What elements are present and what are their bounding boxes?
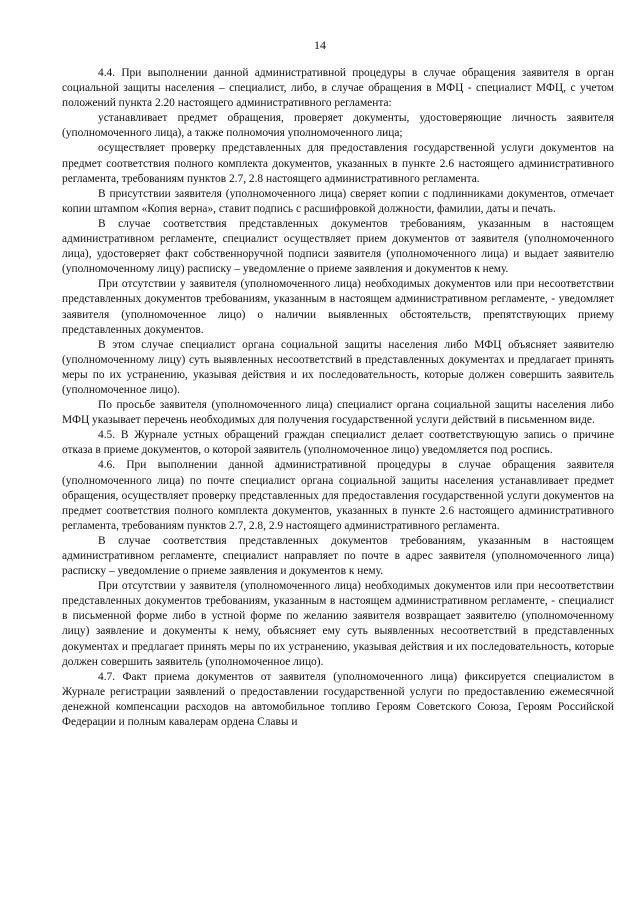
paragraph-copies-verification: В присутствии заявителя (уполномоченного лица) сверяет копии с подлинниками документов, отмечает копии штампом «Копия верна», ставит подпись с расшифровкой должности, фамилии, даты и печать. — [62, 187, 614, 215]
paragraph-4-6: 4.6. При выполнении данной административной процедуры в случае обращения заявителя (уполномоченного лица) по почте специалист органа социальной защиты населения устанавливает предмет обращения, осуществляет проверку представленных для предоставления государственной услуги документов на предмет соответствия полного комплекта документов, указанных в пункте 2.6 настоящего административного регламента, требованиям пунктов 2.7, 2.8, 2.9 настоящего административного регламента. — [62, 459, 614, 532]
document-body — [62, 66, 614, 730]
paragraph-4-4: 4.4. При выполнении данной административной процедуры в случае обращения заявителя в орган социальной защиты населения – специалист, либо, в случае обращения в МФЦ - специалист МФЦ, с учетом положений пункта 2.20 настоящего административного регламента: — [62, 67, 614, 110]
paragraph-explain-discrepancies: В этом случае специалист органа социальной защиты населения либо МФЦ объясняет заявителю (уполномоченному лицу) суть выявленных несоответствий в представленных документах и предлагает принять меры по их устранению, указывая действия и их последовательность, которые должен совершить заявитель (уполномоченное лицо). — [62, 338, 614, 396]
page-number: 14 — [314, 38, 326, 52]
paragraph-verify-documents: осуществляет проверку представленных для предоставления государственной услуги документов на предмет соответствия полного комплекта документов, указанных в пункте 2.6 настоящего административного регламента, требованиям пунктов 2.7, 2.8 настоящего административного регламента. — [62, 142, 614, 185]
paragraph-establish-subject: устанавливает предмет обращения, проверяет документы, удостоверяющие личность заявителя (уполномоченного лица), а также полномочия уполномоченного лица; — [62, 112, 614, 140]
paragraph-written-list: По просьбе заявителя (уполномоченного лица) специалист органа социальной защиты населения либо МФЦ указывает перечень необходимых для получения государственной услуги действий в письменном виде. — [62, 399, 614, 427]
paragraph-4-7: 4.7. Факт приема документов от заявителя (уполномоченного лица) фиксируется специалистом в Журнале регистрации заявлений о предоставлении государственной услуги по предоставлению ежемесячной денежной компенсации расходов на автомобильное топливо Героям Советского Союза, Героям Российской Федерации и полным кавалерам ордена Славы и — [62, 670, 614, 729]
paragraph-4-5: 4.5. В Журнале устных обращений граждан специалист делает соответствующую запись о причине отказа в приеме документов, о которой заявитель (уполномоченное лицо) уведомляется под роспись. — [62, 429, 614, 457]
paragraph-mail-receipt: В случае соответствия представленных документов требованиям, указанным в настоящем административном регламенте, специалист направляет по почте в адрес заявителя (уполномоченного лица) расписку – уведомление о приеме заявления и документов к нему. — [62, 534, 614, 578]
paragraph-acceptance: В случае соответствия представленных документов требованиям, указанным в настоящем административном регламенте, специалист осуществляет прием документов от заявителя (уполномоченного лица), удостоверяет факт собственноручной подписи заявителя (уполномоченного лица) и выдает заявителю (уполномоченному лицу) расписку – уведомление о приеме заявления и документов к нему. — [62, 217, 614, 276]
paragraph-missing-documents: При отсутствии у заявителя (уполномоченного лица) необходимых документов или при несоответствии представленных документов требованиям, указанным в настоящем административном регламенте, - уведомляет заявителя (уполномоченное лицо) о наличии выявленных обстоятельств, препятствующих приему представленных документов. — [62, 278, 614, 336]
paragraph-mail-return: При отсутствии у заявителя (уполномоченного лица) необходимых документов или при несоответствии представленных документов требованиям, указанным в настоящем административном регламенте, - специалист в письменной форме либо в устной форме по желанию заявителя возвращает заявителю (уполномоченному лицу) заявление и документы к нему, объясняет ему суть выявленных несоответствий в представленных документах и предлагает принять меры по их устранению, указывая действия и их последовательность, которые должен совершить заявитель (уполномоченное лицо). — [62, 580, 614, 668]
